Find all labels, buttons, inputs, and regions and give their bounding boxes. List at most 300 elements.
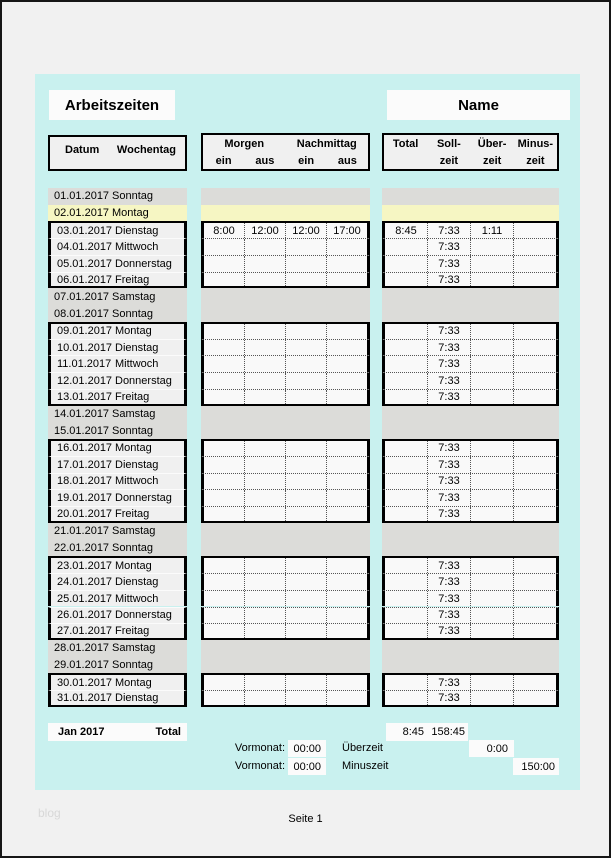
- cell-date: 03.01.2017: [57, 224, 113, 237]
- cell-date: 07.01.2017: [54, 290, 110, 303]
- cell-morgen-aus: [245, 558, 286, 573]
- day-cell: [48, 238, 187, 255]
- cell-nachmittag-aus: [327, 474, 367, 490]
- times-cells: [201, 389, 370, 406]
- cell-soll-zeit: 7:33: [428, 591, 471, 607]
- times-cells: [201, 607, 370, 624]
- cell-minus-zeit: [514, 574, 556, 590]
- totals-cells: [382, 272, 559, 289]
- cell-morgen-ein: [204, 340, 245, 356]
- totals-cells: [382, 372, 559, 389]
- cell-weekday: Mittwoch: [115, 592, 159, 605]
- minuszeit-header-label: Minus-: [517, 137, 554, 150]
- cell-ueber-zeit: [471, 256, 514, 272]
- cell-weekday: Donnerstag: [115, 609, 172, 622]
- cell-date: 19.01.2017: [57, 492, 113, 505]
- cell-date: 29.01.2017: [54, 659, 110, 672]
- cell-date: 23.01.2017: [57, 559, 113, 572]
- cell-minus-zeit: [514, 340, 556, 356]
- cell-soll-zeit: 7:33: [428, 356, 471, 372]
- timesheet-row-21.01.2017: [2, 523, 611, 540]
- cell-nachmittag-aus: [327, 457, 367, 473]
- cell-nachmittag-ein: [286, 239, 327, 255]
- cell-total: [385, 340, 428, 356]
- vormonat-value: 00:00: [293, 742, 321, 755]
- cell-nachmittag-ein: [286, 691, 327, 705]
- cell-ueber-zeit: [471, 474, 514, 490]
- date-column-header: [48, 135, 187, 171]
- day-cell: [48, 489, 187, 506]
- cell-soll-zeit: 7:33: [428, 239, 471, 255]
- cell-soll-zeit: 7:33: [428, 608, 471, 624]
- times-band: [201, 305, 370, 322]
- cell-morgen-ein: [204, 373, 245, 389]
- totals-cells: [382, 590, 559, 607]
- timesheet-row-08.01.2017: [2, 305, 611, 322]
- cell-weekday: Freitag: [115, 273, 150, 286]
- totals-cells: [382, 473, 559, 490]
- cell-weekday: Dienstag: [115, 341, 159, 354]
- cell-weekday: Sonntag: [112, 190, 153, 203]
- times-band: [201, 406, 370, 423]
- aus-header-label: aus: [255, 154, 275, 167]
- cell-nachmittag-ein: [286, 490, 327, 506]
- day-cell: [48, 288, 187, 305]
- cell-nachmittag-ein: [286, 356, 327, 372]
- cell-morgen-aus: [245, 441, 286, 456]
- cell-nachmittag-aus: [327, 340, 367, 356]
- cell-total: [385, 574, 428, 590]
- cell-weekday: Samstag: [112, 290, 156, 303]
- zeit-header-label: zeit: [482, 154, 502, 167]
- cell-minus-zeit: [514, 490, 556, 506]
- timesheet-row-13.01.2017: [2, 389, 611, 406]
- cell-date: 17.01.2017: [57, 458, 113, 471]
- day-cell: [48, 406, 187, 423]
- day-cell: [48, 640, 187, 657]
- nachmittag-header-label: Nachmittag: [296, 137, 357, 150]
- cell-soll-zeit: 7:33: [428, 474, 471, 490]
- day-cell: [48, 322, 187, 339]
- day-cell: [48, 339, 187, 356]
- cell-morgen-aus: [245, 340, 286, 356]
- timesheet-row-31.01.2017: [2, 690, 611, 707]
- timesheet-row-22.01.2017: [2, 540, 611, 557]
- cell-total: [385, 691, 428, 705]
- day-cell: [48, 540, 187, 557]
- cell-minus-zeit: [514, 558, 556, 573]
- cell-weekday: Freitag: [115, 507, 150, 520]
- name-box: [387, 90, 570, 120]
- cell-total: [385, 507, 428, 521]
- cell-total: [385, 608, 428, 624]
- day-cell: [48, 272, 187, 289]
- cell-ueber-zeit: [471, 608, 514, 624]
- cell-nachmittag-aus: [327, 675, 367, 690]
- cell-morgen-aus: [245, 273, 286, 287]
- day-cell: [48, 439, 187, 456]
- cell-ueber-zeit: [471, 239, 514, 255]
- cell-soll-zeit: 7:33: [428, 675, 471, 690]
- cell-weekday: Dienstag: [115, 458, 159, 471]
- cell-total: [385, 441, 428, 456]
- summary-month: Jan 2017: [58, 726, 105, 738]
- cell-soll-zeit: 7:33: [428, 457, 471, 473]
- cell-morgen-ein: [204, 691, 245, 705]
- cell-soll-zeit: 7:33: [428, 273, 471, 287]
- ueberzeit-value: 0:00: [486, 742, 508, 755]
- totals-cells: [382, 339, 559, 356]
- totals-band: [382, 205, 559, 222]
- cell-weekday: Dienstag: [115, 224, 159, 237]
- times-cells: [201, 272, 370, 289]
- cell-minus-zeit: [514, 675, 556, 690]
- cell-nachmittag-ein: [286, 507, 327, 521]
- timesheet-row-15.01.2017: [2, 422, 611, 439]
- totals-band: [382, 540, 559, 557]
- totals-band: [382, 523, 559, 540]
- cell-date: 25.01.2017: [57, 592, 113, 605]
- cell-nachmittag-ein: [286, 441, 327, 456]
- cell-morgen-ein: [204, 256, 245, 272]
- day-cell: [48, 623, 187, 640]
- timesheet-row-02.01.2017: [2, 205, 611, 222]
- cell-weekday: Sonntag: [112, 659, 153, 672]
- sheet-title-box: [49, 90, 175, 120]
- cell-morgen-aus: [245, 507, 286, 521]
- cell-morgen-aus: [245, 675, 286, 690]
- cell-nachmittag-ein: [286, 474, 327, 490]
- cell-date: 24.01.2017: [57, 575, 113, 588]
- cell-total: [385, 474, 428, 490]
- day-cell: [48, 523, 187, 540]
- cell-nachmittag-aus: [327, 608, 367, 624]
- cell-ueber-zeit: [471, 273, 514, 287]
- totals-cells: [382, 506, 559, 523]
- timesheet-row-04.01.2017: [2, 238, 611, 255]
- day-cell: [48, 205, 187, 222]
- totals-cells: [382, 255, 559, 272]
- cell-ueber-zeit: [471, 340, 514, 356]
- totals-cells: [382, 355, 559, 372]
- cell-minus-zeit: [514, 390, 556, 404]
- cell-ueber-zeit: 1:11: [471, 223, 514, 238]
- day-cell: [48, 573, 187, 590]
- minuszeit-label: Minuszeit: [342, 760, 389, 772]
- cell-total: [385, 324, 428, 339]
- watermark: blog: [38, 806, 61, 820]
- vormonat-label: Vormonat:: [234, 760, 285, 772]
- cell-minus-zeit: [514, 441, 556, 456]
- cell-date: 09.01.2017: [57, 325, 113, 338]
- totals-cells: [382, 489, 559, 506]
- cell-weekday: Freitag: [115, 390, 150, 403]
- cell-weekday: Sonntag: [112, 541, 153, 554]
- aus-header-label: aus: [337, 154, 357, 167]
- cell-nachmittag-ein: [286, 256, 327, 272]
- cell-morgen-ein: [204, 490, 245, 506]
- cell-date: 11.01.2017: [57, 358, 112, 371]
- cell-date: 08.01.2017: [54, 307, 110, 320]
- cell-total: [385, 490, 428, 506]
- timesheet-row-05.01.2017: [2, 255, 611, 272]
- cell-date: 20.01.2017: [57, 507, 113, 520]
- totals-cells: [382, 389, 559, 406]
- timesheet-row-16.01.2017: [2, 439, 611, 456]
- cell-weekday: Freitag: [115, 625, 150, 638]
- cell-total: [385, 558, 428, 573]
- ueberzeit-label: Überzeit: [342, 742, 383, 754]
- cell-total: [385, 390, 428, 404]
- cell-nachmittag-ein: [286, 574, 327, 590]
- cell-ueber-zeit: [471, 507, 514, 521]
- cell-nachmittag-aus: [327, 691, 367, 705]
- cell-total: [385, 373, 428, 389]
- cell-date: 05.01.2017: [57, 257, 113, 270]
- ein-header-label: ein: [215, 154, 232, 167]
- cell-morgen-ein: [204, 591, 245, 607]
- totals-cells: [382, 456, 559, 473]
- cell-nachmittag-aus: [327, 490, 367, 506]
- timesheet-row-01.01.2017: [2, 188, 611, 205]
- cell-nachmittag-aus: [327, 507, 367, 521]
- cell-weekday: Mittwoch: [115, 475, 159, 488]
- cell-nachmittag-ein: [286, 390, 327, 404]
- minuszeit-value-box: [513, 758, 559, 775]
- cell-soll-zeit: 7:33: [428, 558, 471, 573]
- cell-soll-zeit: 7:33: [428, 624, 471, 638]
- day-cell: [48, 456, 187, 473]
- month-total-values-box: [386, 723, 468, 741]
- cell-weekday: Sonntag: [112, 424, 153, 437]
- total-header-label: Total: [392, 137, 419, 150]
- cell-ueber-zeit: [471, 390, 514, 404]
- cell-nachmittag-ein: [286, 340, 327, 356]
- timesheet-row-27.01.2017: [2, 623, 611, 640]
- cell-ueber-zeit: [471, 490, 514, 506]
- cell-nachmittag-aus: [327, 591, 367, 607]
- timesheet-row-11.01.2017: [2, 355, 611, 372]
- cell-minus-zeit: [514, 324, 556, 339]
- cell-total: [385, 624, 428, 638]
- timesheet-row-07.01.2017: [2, 288, 611, 305]
- cell-morgen-aus: [245, 324, 286, 339]
- cell-morgen-ein: [204, 457, 245, 473]
- totals-cells: [382, 573, 559, 590]
- timesheet-row-03.01.2017: [2, 221, 611, 238]
- cell-morgen-ein: [204, 273, 245, 287]
- cell-date: 13.01.2017: [57, 390, 113, 403]
- cell-date: 27.01.2017: [57, 625, 113, 638]
- totals-cells: [382, 238, 559, 255]
- cell-nachmittag-aus: [327, 273, 367, 287]
- times-cells: [201, 255, 370, 272]
- cell-minus-zeit: [514, 273, 556, 287]
- cell-total: [385, 457, 428, 473]
- totals-band: [382, 305, 559, 322]
- cell-total: [385, 239, 428, 255]
- cell-morgen-ein: [204, 474, 245, 490]
- totals-cells: [382, 623, 559, 640]
- cell-morgen-ein: 8:00: [204, 223, 245, 238]
- timesheet-row-19.01.2017: [2, 489, 611, 506]
- cell-nachmittag-aus: [327, 558, 367, 573]
- ueberzeit-header-label: Über-: [477, 137, 507, 150]
- cell-nachmittag-ein: [286, 373, 327, 389]
- cell-weekday: Montag: [115, 559, 152, 572]
- totals-band: [382, 406, 559, 423]
- totals-column-header: [382, 133, 559, 171]
- times-cells: [201, 573, 370, 590]
- times-band: [201, 188, 370, 205]
- cell-morgen-ein: [204, 675, 245, 690]
- cell-ueber-zeit: [471, 691, 514, 705]
- day-cell: [48, 221, 187, 238]
- cell-ueber-zeit: [471, 624, 514, 638]
- cell-ueber-zeit: [471, 373, 514, 389]
- vormonat-value: 00:00: [293, 760, 321, 773]
- cell-date: 21.01.2017: [54, 525, 110, 538]
- day-cell: [48, 556, 187, 573]
- cell-weekday: Sonntag: [112, 307, 153, 320]
- cell-morgen-ein: [204, 574, 245, 590]
- cell-morgen-ein: [204, 608, 245, 624]
- cell-minus-zeit: [514, 624, 556, 638]
- cell-weekday: Montag: [115, 676, 152, 689]
- times-cells: [201, 673, 370, 690]
- zeit-header-label: zeit: [439, 154, 459, 167]
- cell-minus-zeit: [514, 223, 556, 238]
- vormonat-value-box: [288, 740, 326, 757]
- times-cells: [201, 439, 370, 456]
- cell-ueber-zeit: [471, 558, 514, 573]
- cell-weekday: Dienstag: [115, 692, 159, 705]
- sollzeit-header-label: Soll-: [436, 137, 461, 150]
- cell-morgen-aus: [245, 256, 286, 272]
- cell-date: 26.01.2017: [57, 609, 113, 622]
- cell-nachmittag-ein: [286, 273, 327, 287]
- times-band: [201, 640, 370, 657]
- cell-morgen-ein: [204, 356, 245, 372]
- cell-weekday: Samstag: [112, 407, 156, 420]
- cell-date: 31.01.2017: [57, 692, 113, 705]
- times-cells: [201, 238, 370, 255]
- cell-ueber-zeit: [471, 675, 514, 690]
- timesheet-row-26.01.2017: [2, 607, 611, 624]
- cell-soll-zeit: 7:33: [428, 223, 471, 238]
- cell-date: 28.01.2017: [54, 642, 110, 655]
- cell-morgen-aus: [245, 624, 286, 638]
- cell-nachmittag-ein: 12:00: [286, 223, 327, 238]
- cell-minus-zeit: [514, 608, 556, 624]
- cell-minus-zeit: [514, 356, 556, 372]
- vormonat-value-box: [288, 758, 326, 775]
- cell-soll-zeit: 7:33: [428, 490, 471, 506]
- cell-morgen-aus: [245, 490, 286, 506]
- cell-date: 01.01.2017: [54, 190, 110, 203]
- cell-soll-zeit: 7:33: [428, 373, 471, 389]
- day-cell: [48, 590, 187, 607]
- totals-band: [382, 188, 559, 205]
- cell-date: 12.01.2017: [57, 374, 113, 387]
- cell-nachmittag-aus: [327, 324, 367, 339]
- cell-weekday: Donnerstag: [115, 492, 172, 505]
- cell-morgen-aus: [245, 457, 286, 473]
- cell-morgen-aus: [245, 239, 286, 255]
- cell-weekday: Samstag: [112, 525, 156, 538]
- timesheet-row-12.01.2017: [2, 372, 611, 389]
- cell-date: 15.01.2017: [54, 424, 110, 437]
- cell-ueber-zeit: [471, 457, 514, 473]
- cell-weekday: Mittwoch: [115, 241, 159, 254]
- cell-morgen-aus: [245, 373, 286, 389]
- timesheet-row-23.01.2017: [2, 556, 611, 573]
- cell-minus-zeit: [514, 457, 556, 473]
- cell-nachmittag-ein: [286, 675, 327, 690]
- totals-cells: [382, 690, 559, 707]
- cell-morgen-aus: [245, 474, 286, 490]
- times-cells: [201, 489, 370, 506]
- cell-weekday: Montag: [115, 442, 152, 455]
- cell-date: 22.01.2017: [54, 541, 110, 554]
- timesheet-row-30.01.2017: [2, 673, 611, 690]
- cell-soll-zeit: 7:33: [428, 256, 471, 272]
- ein-header-label: ein: [298, 154, 315, 167]
- totals-band: [382, 657, 559, 674]
- day-cell: [48, 473, 187, 490]
- times-band: [201, 288, 370, 305]
- cell-soll-zeit: 7:33: [428, 574, 471, 590]
- totals-band: [382, 640, 559, 657]
- cell-nachmittag-aus: [327, 239, 367, 255]
- times-band: [201, 205, 370, 222]
- totals-band: [382, 288, 559, 305]
- times-cells: [201, 473, 370, 490]
- totals-band: [382, 422, 559, 439]
- cell-minus-zeit: [514, 591, 556, 607]
- times-band: [201, 540, 370, 557]
- cell-date: 30.01.2017: [57, 676, 113, 689]
- day-cell: [48, 506, 187, 523]
- times-cells: [201, 372, 370, 389]
- cell-morgen-ein: [204, 558, 245, 573]
- cell-nachmittag-aus: 17:00: [333, 224, 361, 237]
- timesheet-row-06.01.2017: [2, 272, 611, 289]
- times-cells: [201, 339, 370, 356]
- cell-minus-zeit: [514, 691, 556, 705]
- times-cells: [201, 623, 370, 640]
- cell-nachmittag-aus: [327, 574, 367, 590]
- day-cell: [48, 372, 187, 389]
- cell-total: [385, 591, 428, 607]
- cell-nachmittag-ein: [286, 324, 327, 339]
- vormonat-label: Vormonat:: [234, 742, 285, 754]
- times-band: [201, 422, 370, 439]
- times-cells: [201, 690, 370, 707]
- cell-nachmittag-ein: [286, 558, 327, 573]
- cell-soll-zeit: 7:33: [428, 340, 471, 356]
- cell-nachmittag-aus: [327, 390, 367, 404]
- cell-morgen-ein: [204, 441, 245, 456]
- cell-date: 02.01.2017: [54, 207, 110, 220]
- totals-cells: [382, 221, 559, 238]
- times-band: [201, 523, 370, 540]
- timesheet-row-17.01.2017: [2, 456, 611, 473]
- day-cell: [48, 188, 187, 205]
- cell-minus-zeit: [514, 256, 556, 272]
- day-cell: [48, 422, 187, 439]
- timesheet-row-25.01.2017: [2, 590, 611, 607]
